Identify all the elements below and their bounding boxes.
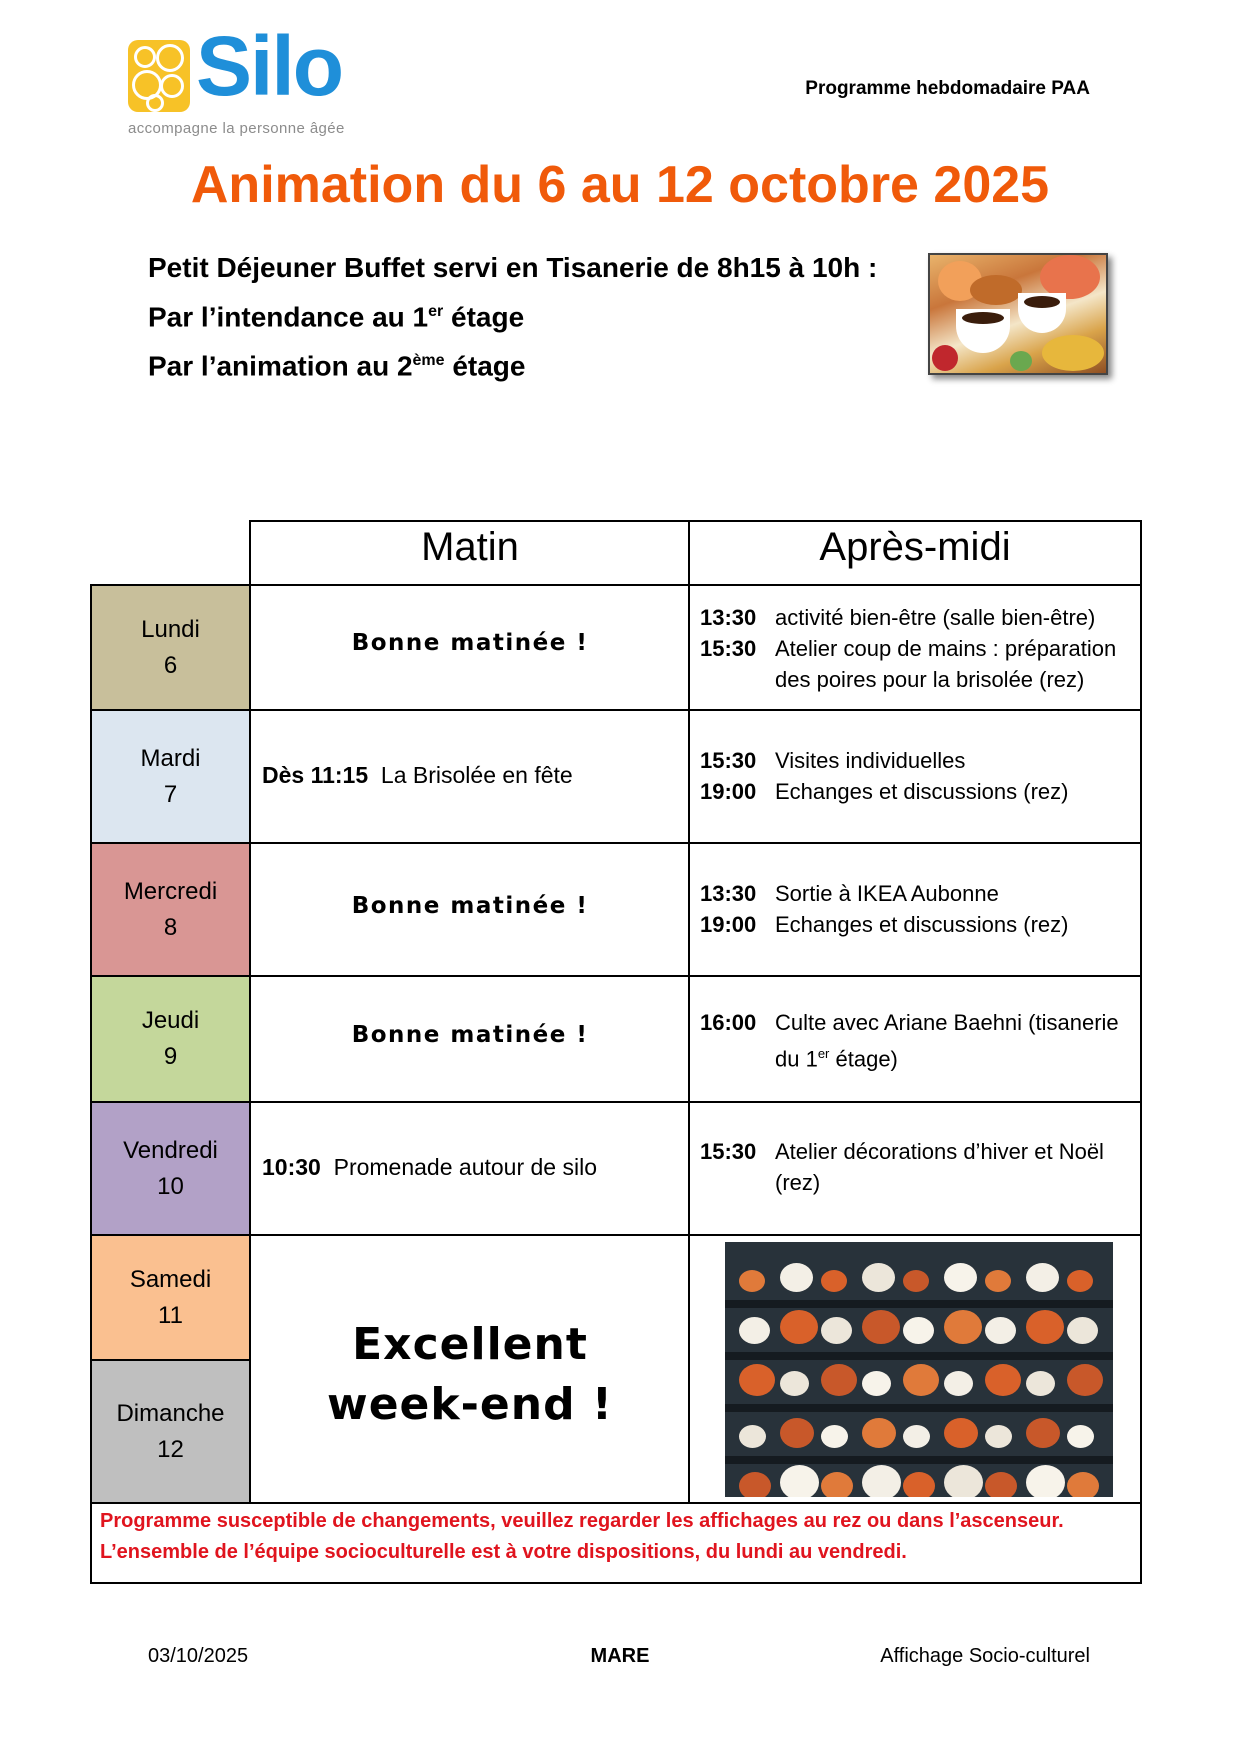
morning-mardi: Dès 11:15 La Brisolée en fête [262,762,573,788]
list-item: 15:30 Atelier coup de mains : préparation des poires pour la brisolée (rez) [700,636,1117,692]
morning-lundi: Bonne matinée ! [351,630,589,656]
column-header-afternoon: Après-midi [819,525,1011,569]
list-item: 19:00 Echanges et discussions (rez) [700,779,1069,804]
weekend-message: Excellent week-end ! [327,1319,613,1430]
afternoon-jeudi [700,1007,1140,1074]
afternoon-vendredi [700,1136,1140,1198]
day-label: Dimanche 12 [116,1399,225,1463]
logo-tagline: accompagne la personne âgée [128,120,345,137]
page-title: Animation du 6 au 12 octobre 2025 [190,156,1050,214]
afternoon-mardi [700,745,1140,807]
breakfast-line-2: Par l’intendance au 1er étage [148,301,525,333]
logo-bubbles-icon [128,40,190,112]
day-label: Vendredi 10 [123,1136,218,1200]
document-type: Programme hebdomadaire PAA [805,78,1090,99]
afternoon-lundi [700,602,1140,695]
list-item: 19:00 Echanges et discussions (rez) [700,912,1069,937]
day-label: Lundi 6 [141,615,200,679]
afternoon-mercredi [700,878,1140,940]
pumpkins-photo [725,1242,1113,1497]
list-item: 13:30 Sortie à IKEA Aubonne [700,881,999,906]
morning-vendredi: 10:30 Promenade autour de silo [262,1154,597,1180]
footer-category: Affichage Socio-culturel [880,1645,1090,1667]
list-item: 16:00 Culte avec Ariane Baehni (tisanerie du 1er étage) [700,1010,1119,1072]
change-notice: Programme susceptible de changements, veuillez regarder les affichages au rez ou dans l’ascenseur. L’ensemble de l’équipe socioculturelle est à votre dispositions, du lundi au vendredi. [100,1510,1064,1563]
day-label: Samedi 11 [129,1265,212,1329]
column-header-morning: Matin [421,525,519,569]
day-label: Mercredi 8 [123,877,218,941]
day-label: Jeudi 9 [141,1007,200,1070]
list-item: 15:30 Atelier décorations d’hiver et Noël (rez) [700,1139,1104,1195]
silo-logo [128,19,378,138]
breakfast-photo [928,253,1108,375]
list-item: 15:30 Visites individuelles [700,748,966,773]
breakfast-line-1: Petit Déjeuner Buffet servi en Tisanerie de 8h15 à 10h : [148,252,878,283]
breakfast-info [148,246,877,389]
list-item: 13:30 activité bien-être (salle bien-être) [700,605,1096,630]
logo-wordmark: Silo [196,19,343,113]
day-label: Mardi 7 [140,744,201,808]
footer-date: 03/10/2025 [148,1645,249,1667]
breakfast-line-3: Par l’animation au 2ème étage [148,350,526,382]
morning-jeudi: Bonne matinée ! [351,1022,589,1048]
morning-mercredi: Bonne matinée ! [351,893,589,919]
footer-author: MARE [590,1645,650,1667]
